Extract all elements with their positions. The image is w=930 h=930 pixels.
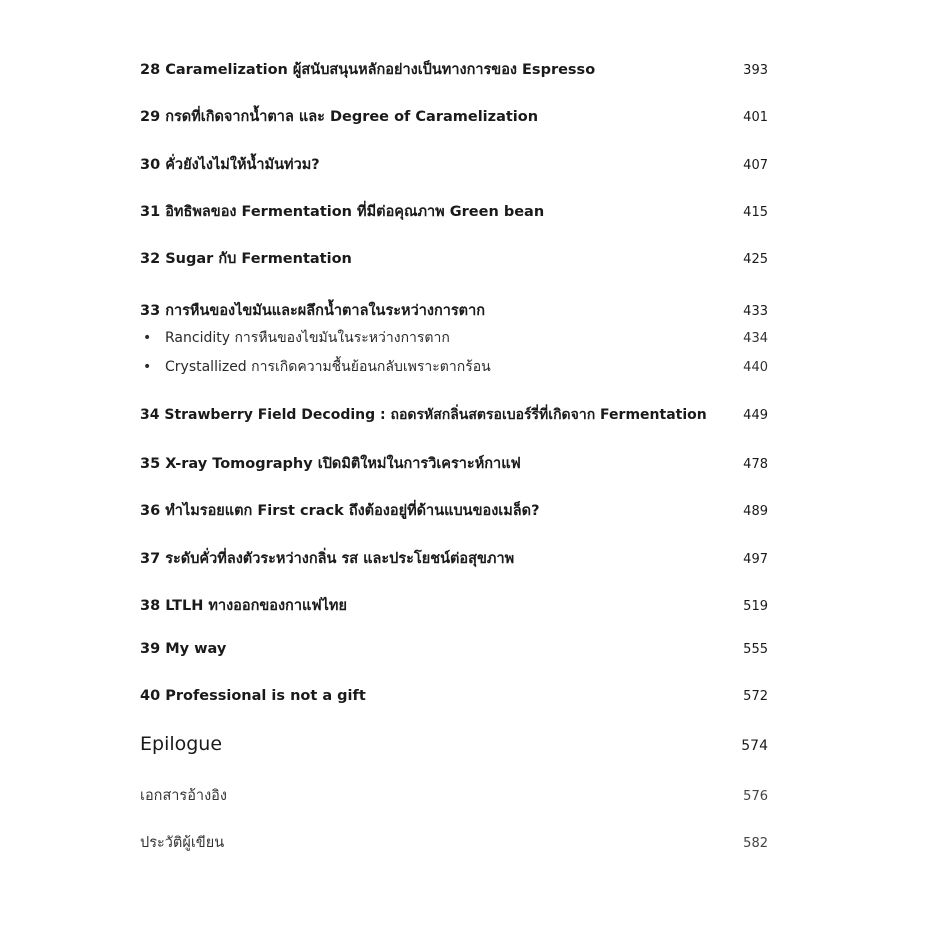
toc-entry-title: 28 Caramelization ผู้สนับสนุนหลักอย่างเป็นทางการของ Espresso: [140, 62, 596, 78]
toc-entry-references: [140, 784, 768, 807]
bullet-icon: •: [143, 330, 152, 346]
toc-entry-title: 29 กรดที่เกิดจากน้ำตาล และ Degree of Caramelization: [140, 109, 539, 125]
toc-entry-40: [140, 688, 768, 704]
toc-entry-page: 433: [743, 304, 768, 319]
toc-entry-36: [140, 499, 768, 522]
toc-entry-page: 434: [743, 331, 768, 346]
toc-entry-page: 497: [743, 552, 768, 567]
toc-entry-page: 582: [743, 836, 768, 851]
toc-entry-page: 519: [743, 599, 768, 614]
toc-entry-30: [140, 153, 768, 176]
toc-entry-34: [140, 404, 768, 426]
toc-entry-title: 38 LTLH ทางออกของกาแฟไทย: [140, 598, 347, 614]
toc-entry-page: 478: [743, 457, 768, 472]
toc-entry-title: 37 ระดับคั่วที่ลงตัวระหว่างกลิ่น รส และประโยชน์ต่อสุขภาพ: [140, 551, 515, 567]
toc-entry-title: 35 X-ray Tomography เปิดมิติใหม่ในการวิเคราะห์กาแฟ: [140, 456, 521, 472]
toc-entry-page: 576: [743, 789, 768, 804]
toc-subentry-title: Rancidity การหืนของไขมันในระหว่างการตาก: [165, 330, 450, 346]
toc-entry-title: 40 Professional is not a gift: [140, 688, 366, 704]
toc-entry-28: [140, 58, 768, 81]
toc-entry-29: [140, 105, 768, 128]
toc-entry-38: [140, 594, 768, 617]
toc-entry-page: 401: [743, 110, 768, 125]
toc-entry-title: 36 ทำไมรอยแตก First crack ถึงต้องอยู่ที่ด้านแบนของเมล็ด?: [140, 503, 540, 519]
toc-entry-title: 34 Strawberry Field Decoding : ถอดรหัสกลิ่นสตรอเบอร์รี่ที่เกิดจาก Fermentation: [140, 407, 707, 423]
toc-entry-title: 33 การหืนของไขมันและผลึกน้ำตาลในระหว่างการตาก: [140, 303, 485, 319]
bullet-icon: •: [143, 359, 152, 375]
toc-entry-title: 32 Sugar กับ Fermentation: [140, 251, 352, 267]
toc-subentry-title: Crystallized การเกิดความชื้นย้อนกลับเพราะตากร้อน: [165, 359, 491, 375]
toc-entry-title: เอกสารอ้างอิง: [140, 788, 227, 804]
toc-entry-31: [140, 200, 768, 223]
toc-entry-page: 555: [743, 642, 768, 657]
toc-entry-page: 574: [741, 738, 768, 754]
toc-entry-page: 415: [743, 205, 768, 220]
toc-entry-page: 572: [743, 689, 768, 704]
toc-entry-page: 425: [743, 252, 768, 267]
toc-entry-32: [140, 247, 768, 270]
toc-subentry: [143, 327, 768, 349]
toc-entry-title: 39 My way: [140, 641, 227, 657]
toc-entry-title: 31 อิทธิพลของ Fermentation ที่มีต่อคุณภาพ Green bean: [140, 204, 545, 220]
toc-entry-page: 393: [743, 63, 768, 78]
toc-entry-37: [140, 547, 768, 570]
toc-entry-epilogue: [140, 733, 768, 755]
toc-subentry: [143, 356, 768, 378]
toc-entry-title: ประวัติผู้เขียน: [140, 835, 225, 851]
toc-entry-title: 30 คั่วยังไงไม่ให้น้ำมันท่วม?: [140, 157, 320, 173]
toc-entry-author-bio: [140, 831, 768, 854]
toc-entry-page: 407: [743, 158, 768, 173]
toc-entry-page: 489: [743, 504, 768, 519]
toc-entry-title: Epilogue: [140, 733, 223, 755]
toc-entry-page: 440: [743, 360, 768, 375]
toc-entry-35: [140, 452, 768, 475]
toc-entry-page: 449: [743, 408, 768, 423]
toc-entry-33: [140, 299, 768, 322]
toc-entry-39: [140, 641, 768, 657]
